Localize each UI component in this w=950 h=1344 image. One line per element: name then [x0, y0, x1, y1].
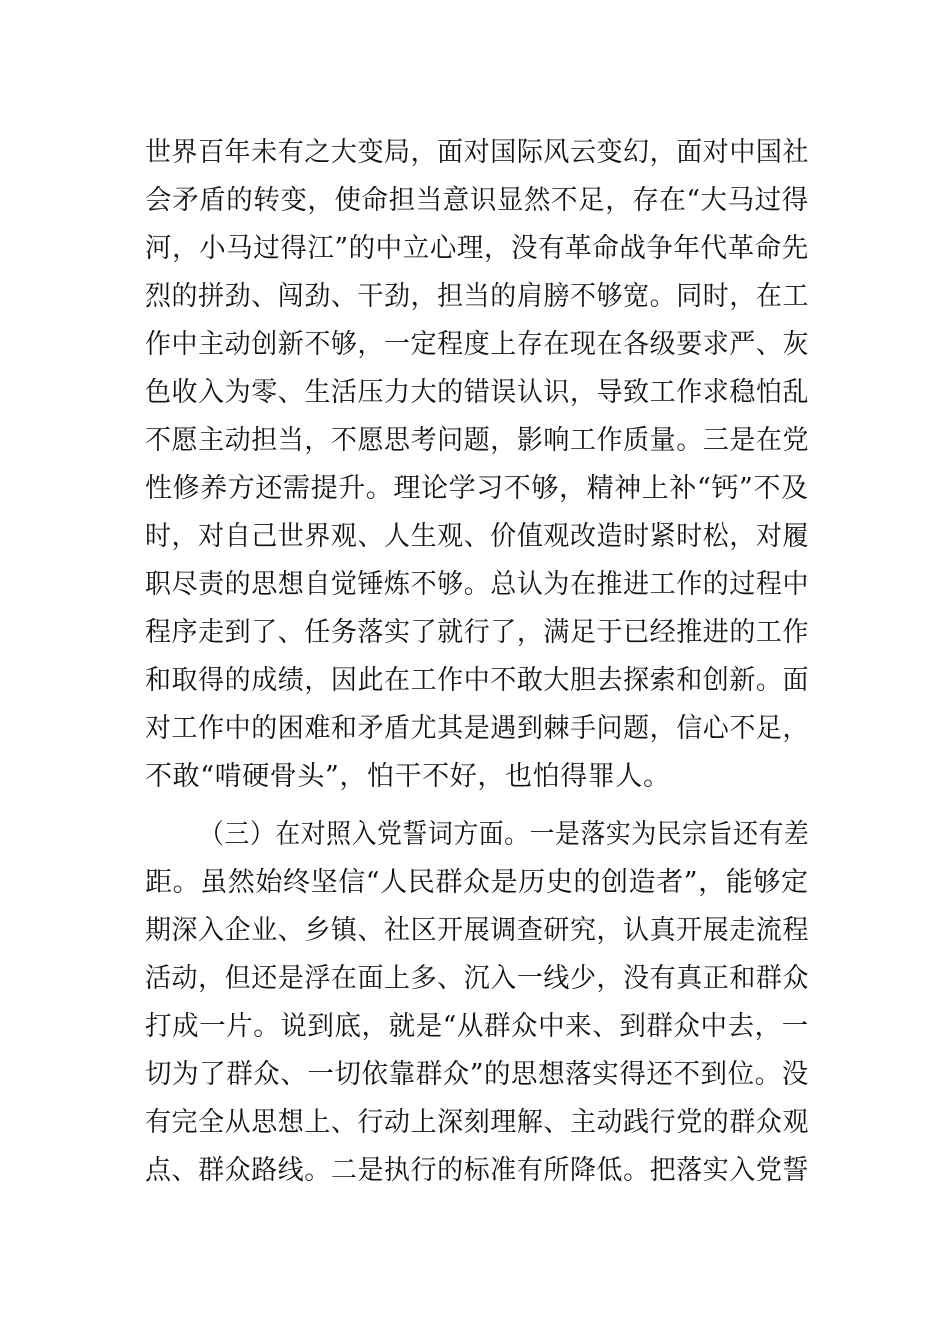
text-line: 打成一片。说到底，就是“从群众中来、到群众中去，一 [145, 1011, 809, 1042]
body-text [145, 0, 809, 1344]
text-line: 不愿主动担当，不愿思考问题，影响工作质量。三是在党 [145, 425, 809, 456]
text-line: 性修养方还需提升。理论学习不够，精神上补“钙”不及 [145, 473, 809, 504]
text-line: 烈的拼劲、闯劲、干劲，担当的肩膀不够宽。同时，在工 [145, 281, 809, 312]
text-line: 有完全从思想上、行动上深刻理解、主动践行党的群众观 [145, 1107, 809, 1138]
text-line: 距。虽然始终坚信“人民群众是历史的创造者”，能够定 [145, 867, 809, 898]
text-line: 色收入为零、生活压力大的错误认识，导致工作求稳怕乱 [145, 377, 809, 408]
text-line: 和取得的成绩，因此在工作中不敢大胆去探索和创新。面 [145, 665, 809, 696]
text-line: 不敢“啃硬骨头”，怕干不好，也怕得罪人。 [145, 761, 671, 792]
text-line: 职尽责的思想自觉锤炼不够。总认为在推进工作的过程中 [145, 569, 809, 600]
text-line: 作中主动创新不够，一定程度上存在现在各级要求严、灰 [145, 329, 809, 360]
text-line: 世界百年未有之大变局，面对国际风云变幻，面对中国社 [145, 137, 809, 168]
text-line: 会矛盾的转变，使命担当意识显然不足，存在“大马过得 [145, 185, 809, 216]
text-line: 对工作中的困难和矛盾尤其是遇到棘手问题，信心不足， [145, 713, 809, 744]
text-line: 程序走到了、任务落实了就行了，满足于已经推进的工作 [145, 617, 809, 648]
text-line: 点、群众路线。二是执行的标准有所降低。把落实入党誓 [145, 1155, 809, 1186]
text-line: （三）在对照入党誓词方面。一是落实为民宗旨还有差 [199, 819, 810, 850]
text-line: 切为了群众、一切依靠群众”的思想落实得还不到位。没 [145, 1059, 809, 1090]
text-line: 时，对自己世界观、人生观、价值观改造时紧时松，对履 [145, 521, 809, 552]
text-line: 河，小马过得江”的中立心理，没有革命战争年代革命先 [145, 233, 809, 264]
text-line: 期深入企业、乡镇、社区开展调查研究，认真开展走流程 [145, 915, 809, 946]
text-line: 活动，但还是浮在面上多、沉入一线少，没有真正和群众 [145, 963, 809, 994]
